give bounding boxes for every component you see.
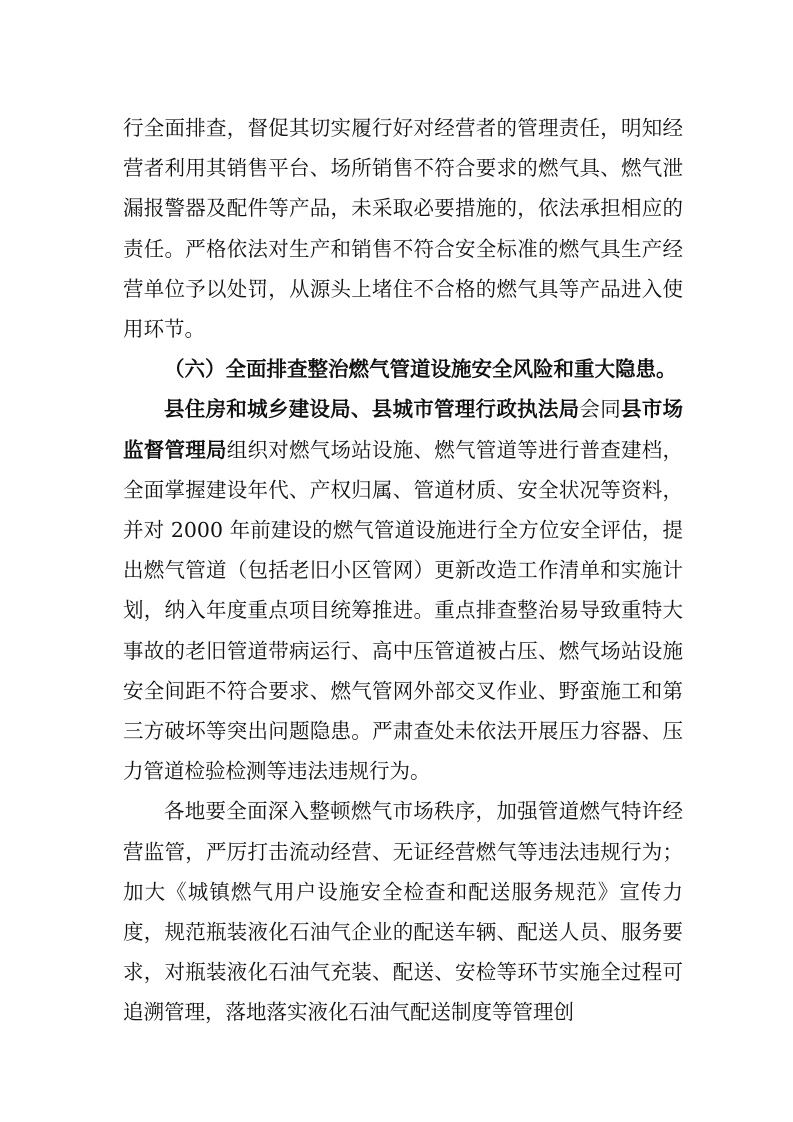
paragraph-body-text: 组织对燃气场站设施、燃气管道等进行普查建档，全面掌握建设年代、产权归属、管道材质、安全状况等资料，并对 2000 年前建设的燃气管道设施进行全方位安全评估，提出燃气管道（包括老旧小区管网）更新改造工作清单和实施计划，纳入年度重点项目统筹推进。重点排查整治易导致重特大事故的老旧管道带病运行、高中压管道被占压、燃气场站设施安全间距不符合要求、燃气管网外部交叉作业、野蛮施工和第三方破坏等突出问题隐患。严肃查处未依法开展压力容器、压力管道检验检测等违法违规行为。 — [123, 437, 683, 784]
paragraph-market-order: 各地要全面深入整顿燃气市场秩序，加强管道燃气特许经营监管，严厉打击流动经营、无证经营燃气等违法违规行为；加大《城镇燃气用户设施安全检查和配送服务规范》宣传力度，规范瓶装液化石油气企业的配送车辆、配送人员、服务要求，对瓶装液化石油气充装、配送、安检等环节实施全过程可追溯管理，落地落实液化石油气配送制度等管理创 — [123, 799, 683, 1025]
paragraph-pipeline-survey — [123, 389, 683, 791]
partner-department: 县市场监督管理局 — [123, 397, 684, 462]
document-body — [123, 108, 683, 1033]
lead-department: 县住房和城乡建设局、县城市管理行政执法局 — [164, 397, 580, 422]
conjunction-text: 会同 — [579, 397, 621, 422]
paragraph-continued: 行全面排查，督促其切实履行好对经营者的管理责任，明知经营者利用其销售平台、场所销售不符合要求的燃气具、燃气泄漏报警器及配件等产品，未采取必要措施的，依法承担相应的责任。严格依法对生产和销售不符合安全标准的燃气具生产经营单位予以处罚，从源头上堵住不合格的燃气具等产品进入使用环节。 — [123, 116, 683, 342]
section-heading-6: （六）全面排查整治燃气管道设施安全风险和重大隐患。 — [164, 357, 677, 382]
